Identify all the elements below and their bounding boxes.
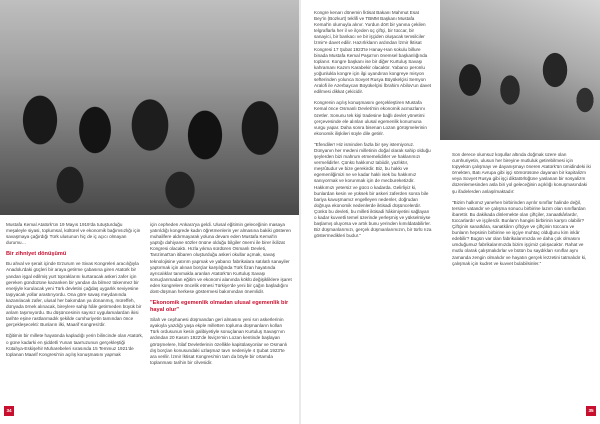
section-heading: "Ekonomik egemenlik olmadan ulusal egemenlik bir hayal olur" <box>150 300 289 314</box>
left-paragraph-2: Bu ahval ve şerait içinde Erzurum ve Sivas Kongreleri aracılığıyla Anadolu'daki güçleri bir araya getirme çabasına giren Atatürk bir yandan işgal edilmiş yurt topraklarını kurtaracak askeri zafer için gereken gündüzüne kazanken bir yandan da bilmez tükenmez bir enerjiyle kurulacak yeni Türk devletini çağdaş uygarlık seviyesine taşıyacak yollar arastırıyordu. Ona göre savaş meydanında kazanılacak zafer, ulusal her bakımdan ya donanmış, müreffeh, dünyada örnek alınacak, bireylere sahip hâle getirmeden büyük bir anlam taşımıyordu. Bu düşüncesinin sayısız uygulamalardan ikisi tarihte eşine rastlanmadık şekilde cumhuriyetin tamından önce gerçekleşecekti: Bunların ilki, Maarif Kongresi'dir. <box>6 261 142 328</box>
left-page-column-2 <box>150 222 292 371</box>
right-paragraph-1: Kongre kenarı dönemin İktisat Bakanı Mahmut Esat Bey'in (Bozkurt) teklifi ve TBMM Başkanı Mustafa Kemal'in olumuyla alınır. Yurdun dört bir yanına çekilen telgraflarla her il ve ilçeden üç çiftçi, bir tüccar, bir sanayici, bir bankacı ve bir işçiden oluşacak temsilciler İzmir'e davet edilir. Hazırlıkların ardından İzmir İktisat Kongresi 17 Şubat 1923'te Hanay-Han sokulu billure binada Mustafa Kemal Paşa'nın önemsel başkanlığında toplanır. Kongre başkanı ise bir diğer Kurtuluş Savaşı kahramanı Kazım Karabekir olacaktır. Yabancı peronlu yoğunlukla kongre için ilgi uyandıran kongreye misyon sefterinden yolunca Sovyet Rusya Büyükelçisi Semyon Aralofi ile Azerbaycan Büyükelçisi İbrahim Abilov'un davet edilmesi dikkat çekicidir. <box>314 10 432 95</box>
left-col2-paragraph-2: Silah ve cephanesi düşmandan geri almasını yeni sırı askerlerinin ayakıyla yazdığı yaşa ekple milletten topluma düşmanların kolları Türk ordusunun kesin galibiyetiyle sonuçlanan Kurtuluş Savaşı'nın ardından 20 Kasım 1922'de İsviçre'nin Lozan kentinde başlayan görüşmelere, İtilaf Devletlerinin özellikle kapitülasyonlar ve Osmanlı dış borçlan konusundaki uzlaşmaz tavrı nedeniyle 4 Şubat 1923'te ara verilir. İzmir İktisat Kongresi'nin tam da böyle bir ortamda toplanması tarihin bir cilvesidir. <box>150 317 288 365</box>
right-quote-paragraph: "Efendiler! Hiz isminden fazla bir şey istemiyoruz. Dünyanın her medeni milletinin doğal olarak sahip olduğu şeylerden bizi mahrum etmemelidirler ve haklarımızı vermelidirler. Çünkü hakkımız tabiidir, yazlıktır, meşrûtudur ve bize gerekirdir. Biz, bu hakkı ve egemenliğimizi ne ve kadar haklı isek bu hakkımız sanıyormak ve korunmak için de mecbureketizdir. Hakkımızı yetersiz ve gücü o kadarda. Gelirliyiz ki, bunlardan kesin ve yüksek bir askeri zaferden sonra bile bariya kavuşmamız engelleyen nedenler, doğrudan doğruya ekonomik nedenlerde iktisadi düşüncelerdir. Çünkü bu devleti, bu milleti iktisadi hâkimiyetini sağlayan o kadar kuvvetli temel üzerinde yerleşmiş ve yükselmiyse başlamış oluyorsa ve artık bunu yerinden kımıldatabilirler. Biz düşmanlarımızı, gerçek düşmanlarımızın, bir türlü rıza göstermedikleri budur." <box>314 141 432 239</box>
historic-photo-street <box>440 0 600 140</box>
historic-photo-group <box>0 0 300 215</box>
page-gutter <box>299 0 301 424</box>
right-page-column-1 <box>314 10 432 244</box>
page-number-left: 34 <box>4 406 14 416</box>
right-paragraph-2: Kongrenin açılış konuşmasını gerçekleştiren Mustafa Kemal önce Osmanlı Devleti'nin ekonomik acmazlarını özetler. Sonunu tek kişi tradesine bağlı devlet yönetimi çerçevesinde ele alınlan ulusal egemenlik konumuna vurgu yapar. Daha sonra bisenan Lozan görüşmelerinin ekonomik ilişkileri süyle dile getirir. <box>314 100 427 136</box>
right-page-column-2 <box>452 152 592 272</box>
left-col2-paragraph-1: için cepheden Ankara'ya geldi. Ulusal eğitimin geleceğinin masaya yatırıldığı kongrede kadın öğretmenlerin yer almasına bakiki gösteren muhalifere aldırmayarak yoluna devam eden Mustafa Kemal'in yaptığı dahiyane sözler önüne olduğu bilgiler önemi ile birer ikilizat Kongresi olacaktı. Hızla yıkma sürdüren Osmanlı Devleti, Tanzimat'tan itibaren oluşturduğu askeri okullar açmak, savaş teknolojisine yatırım yapmak ve yabancı fabrikalara satılatlı sanayiler yaptırmak için alınan borçlar karşılığında Türk fizan hayatında ayrıcalıklar tanımakla aranları Atatürk'ün Kurtuluş Savaşı sonuçlanmadan eğitim ve ekonomi alanında köklü değişikliklere işaret eden kongrelere öncelik etmesi Türkiye'de yeni bir çağın başladığını dost-düşman herkese göstermesi bakımından önemlidir. <box>150 222 292 295</box>
right-col2-quote: "Bizim halkımız yanehen birbirinden ayrılır sınıflar halinde değil, tersine vatandır ve çalışma sonucu birbirine lazım olan sınıflardan ibarettir. Bu dakikada dinlemekte olan çiftçiler, zanaatkârlardır, tüccarlardır ve işçilerdir. Bunların hangisi birbirinin karşıtı olabilir? Çiftçinin sanatkâra, sanatkârın çiftçiye ve çiftçinin tüccara ve bunların hepsinin birbirine ve işçiye muhtaç olduğunu kim inkâr edebilir? Bugün var olan fabrikalarımızda ve daha çok olmasını umduğumuz fabrikalarımızda bizim işçimiz çalışacaktır. Rahat ve mutlu olarak çalışmalıdırlar ve bütün bu saydıkları sınıflar aynı zamanda zengin olmalıdır ve hayatın gerçek lezzetini tatmalıdır ki, çalışmak için kudret ve kuvvet bulabilsinler." <box>452 199 587 266</box>
left-intro-paragraph: Mustafa Kemal Atatürk'ün 19 Mayıs 1919'da tutuşturduğu meşaleyle siyasi, toplumsal, kültürel ve ekonomik bağımsızlığı için savaşmaya çağırdığı Türk ulusunun hiç de iç açıcı olmayan durumu… <box>6 222 141 246</box>
left-paragraph-3: Eğitimin bir millete hayatında kapladığı yerin bilincinde olan Atatürk, o güne kadarki en şiddetli Yunan taarruzunun gerçekleştiği Kütahya-Eskişehir Muharebeleri sırasında 15 Temmuz 1921'de toplanan Maarif Kongresi'nin açılış konuşmasını yapmak <box>6 333 144 357</box>
left-page-column-1 <box>6 222 144 363</box>
right-col2-paragraph-1: Son derece olumsuz koşullar altında doğmak üzere olan cumhuriyetin, ulusun her bireyine mutluluk getirebilmesi için topyekün çalışmayı ve dayanışmayı öneren Atatürk'ün ümidindeki iki örnekten, Batı Avrupa gibi işçi sömürüsüne dayanan bir kapitalizm veya Sovyet Rusya gibi işçi diktatörlüğüne yaslanan bir sosyalizm düzenlemesinden asla biri yol geleceğinin açıklığı konuşmasındaki şu ifadelerden anlaşılmaktadır: <box>452 152 591 194</box>
section-heading: Bir zihniyet dönüşümü <box>6 251 67 258</box>
page-number-right: 35 <box>586 406 596 416</box>
